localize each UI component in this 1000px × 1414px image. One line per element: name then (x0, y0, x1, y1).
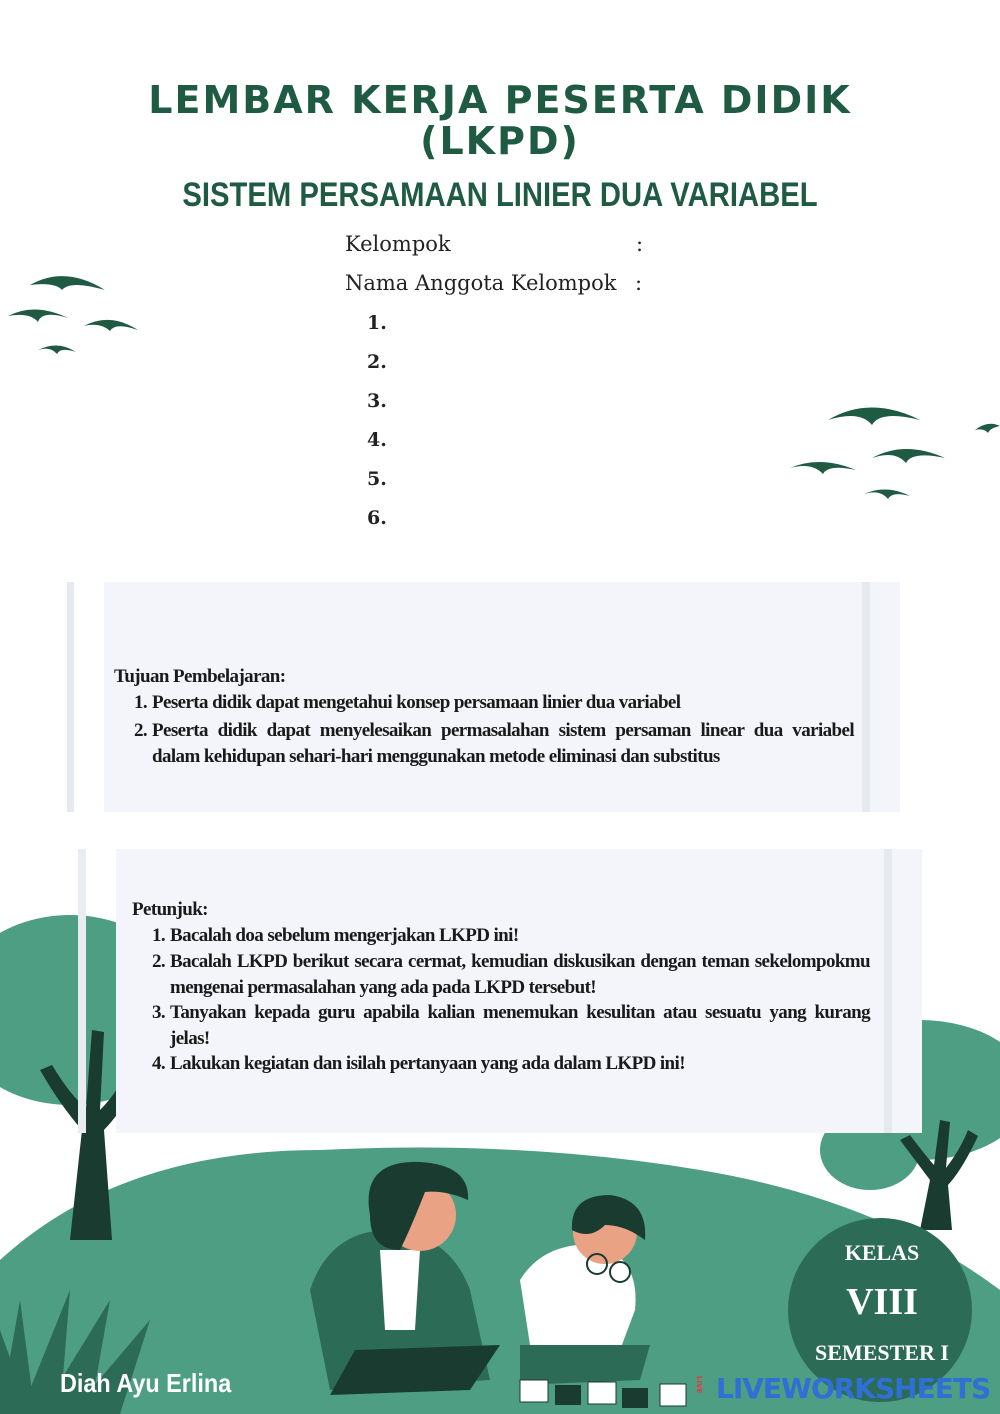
instructions-panel (116, 849, 922, 1133)
objective-text: Peserta didik dapat menyelesaikan permasalahan sistem persaman linear dua variabel dalam kehidupan sehari-hari menggunakan metode eliminasi dan substitus (152, 720, 854, 767)
member-number: 3. (367, 390, 387, 412)
author-name: Diah Ayu Erlina (60, 1368, 232, 1398)
instruction-number: 2. (152, 951, 166, 972)
instruction-number: 4. (152, 1053, 166, 1074)
instruction-text: Bacalah doa sebelum mengerjakan LKPD ini! (170, 925, 519, 946)
liveworksheets-watermark[interactable]: LIVEWORKSHEETS (716, 1372, 991, 1405)
objectives-right-bar (862, 582, 870, 812)
badge-grade: VIII (846, 1281, 918, 1323)
title-line-1: LEMBAR KERJA PESERTA DIDIK (148, 78, 852, 122)
members-colon: : (635, 271, 643, 295)
instructions-left-bar (78, 849, 86, 1133)
objective-number: 1. (134, 692, 148, 713)
member-number: 5. (367, 468, 387, 490)
instruction-text: Lakukan kegiatan dan isilah pertanyaan yang ada dalam LKPD ini! (170, 1053, 685, 1074)
live-vertical-text: LIVE (695, 1376, 703, 1394)
objective-number: 2. (134, 720, 148, 741)
title-line-2: (LKPD) (420, 119, 580, 163)
objectives-heading: Tujuan Pembelajaran: (114, 666, 286, 687)
objectives-left-bar (67, 582, 74, 812)
birds-left-icon (8, 276, 138, 354)
badge-semester: SEMESTER I (815, 1340, 949, 1365)
member-number: 2. (367, 351, 387, 373)
objectives-panel (104, 582, 900, 812)
instruction-item (152, 923, 870, 949)
objective-item (134, 690, 854, 716)
member-number: 4. (367, 429, 387, 451)
instruction-number: 3. (152, 1002, 166, 1023)
objective-text: Peserta didik dapat mengetahui konsep persamaan linier dua variabel (152, 692, 681, 713)
member-number: 1. (367, 312, 387, 334)
group-colon: : (636, 232, 644, 256)
instruction-item (152, 1051, 870, 1077)
objective-item (134, 718, 854, 770)
instructions-right-bar (884, 849, 892, 1133)
instruction-number: 1. (152, 925, 166, 946)
instruction-item (152, 949, 870, 1001)
member-number: 6. (367, 507, 387, 529)
instructions-heading: Petunjuk: (132, 899, 208, 920)
liveworksheets-logo-icon (694, 1376, 714, 1402)
badge-kelas: KELAS (844, 1240, 920, 1265)
members-label: Nama Anggota Kelompok (345, 271, 617, 295)
instruction-text: Tanyakan kepada guru apabila kalian menemukan kesulitan atau sesuatu yang kurang jelas! (170, 1002, 870, 1049)
subtitle: SISTEM PERSAMAAN LINIER DUA VARIABEL (182, 176, 818, 214)
instruction-item (152, 1000, 870, 1052)
birds-right-icon (790, 408, 1000, 500)
group-label: Kelompok (345, 232, 451, 256)
instruction-text: Bacalah LKPD berikut secara cermat, kemudian diskusikan dengan teman sekelompokmu mengenai permasalahan yang ada pada LKPD tersebut! (170, 951, 870, 998)
